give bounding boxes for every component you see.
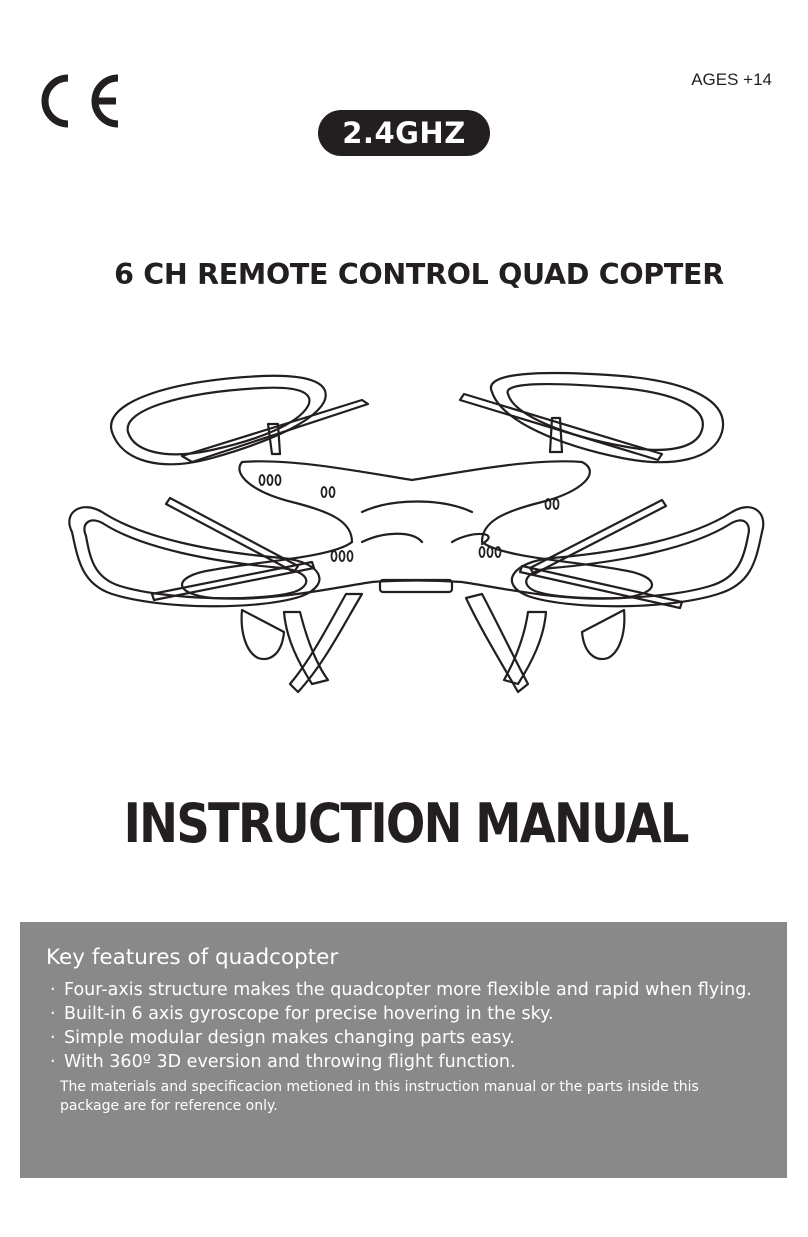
feature-item [46, 1002, 761, 1026]
feature-item [46, 1026, 761, 1050]
features-list [46, 978, 761, 1074]
bullet-icon: · [50, 1052, 56, 1072]
feature-item-text: Four-axis structure makes the quadcopter more flexible and rapid when flying. [64, 980, 752, 1000]
age-rating: AGES +14 [691, 70, 772, 89]
rear-right-prop-guard [491, 373, 723, 462]
rear-left-prop-guard [111, 376, 326, 464]
quadcopter-illustration [62, 362, 768, 700]
bullet-icon: · [50, 1028, 56, 1048]
feature-item-text: With 360º 3D eversion and throwing flight function. [64, 1052, 516, 1072]
feature-item-text: Built-in 6 axis gyroscope for precise hovering in the sky. [64, 1004, 554, 1024]
reference-disclaimer: The materials and specificacion metioned in this instruction manual or the parts inside this package are for reference only. [60, 1079, 699, 1114]
feature-item [46, 1050, 761, 1074]
key-features-panel [20, 922, 787, 1178]
feature-item [46, 978, 761, 1002]
features-heading: Key features of quadcopter [46, 945, 339, 970]
landing-legs [242, 594, 625, 692]
ce-certification-logo [38, 70, 124, 132]
frequency-badge: 2.4GHZ [318, 110, 490, 156]
manual-title: INSTRUCTION MANUAL [123, 792, 688, 855]
product-subtitle: 6 CH REMOTE CONTROL QUAD COPTER [114, 258, 724, 291]
bullet-icon: · [50, 1004, 56, 1024]
bullet-icon: · [50, 980, 56, 1000]
quadcopter-body [182, 461, 652, 598]
feature-item-text: Simple modular design makes changing parts easy. [64, 1028, 515, 1048]
